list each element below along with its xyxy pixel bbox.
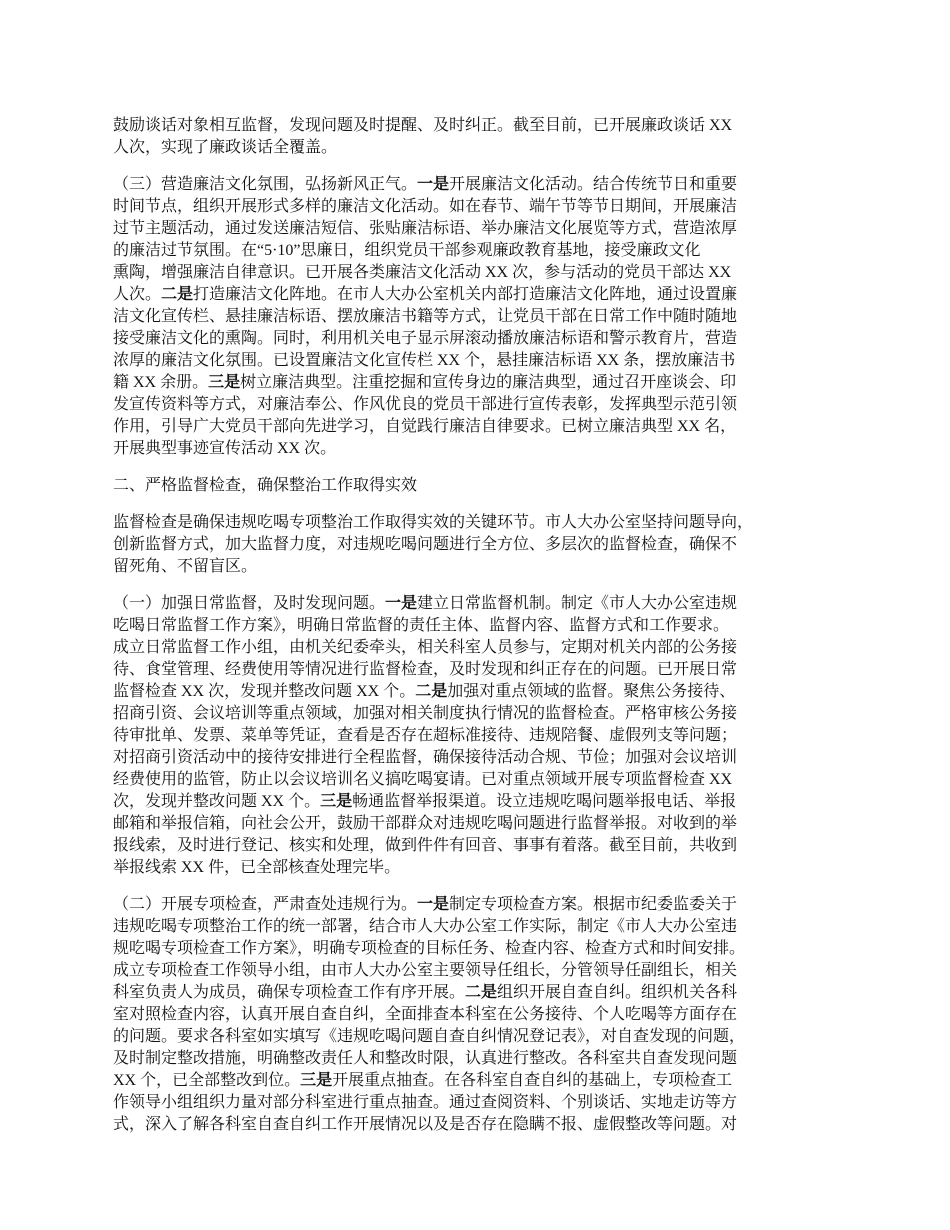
text-run: 邮箱和举报信箱，向社会公开，鼓励干部群众对违规吃喝问题进行监督举报。对收到的举	[113, 815, 738, 832]
bold-run: 二是	[161, 286, 194, 303]
text-run: 的问题。要求各科室如实填写《违规吃喝问题自查自纠情况登记表》，对自查发现的问题，	[113, 1028, 746, 1045]
text-run: 开展廉洁文化活动。结合传统节日和重要	[449, 176, 738, 193]
bold-run: 一是	[385, 595, 418, 612]
text-run: 制定专项检查方案。根据市纪委监委关于	[449, 896, 738, 913]
text-line	[113, 1004, 853, 1026]
text-line	[113, 137, 853, 159]
bold-run: 三是	[300, 1072, 333, 1089]
text-line	[113, 240, 853, 262]
bold-run: 三是	[320, 793, 353, 810]
text-line	[113, 593, 853, 615]
text-run: 式，深入了解各科室自查自纠工作开展情况以及是否存在隐瞒不报、虚假整改等问题。对	[113, 1116, 738, 1133]
bold-run: 一是	[417, 176, 450, 193]
text-run: 留死角、不留盲区。	[113, 558, 258, 575]
text-line	[113, 1092, 853, 1114]
text-run: 时间节点，组织开展形式多样的廉洁文化活动。如在春节、端午节等节日期间，开展廉洁	[113, 198, 738, 215]
bold-run: 三是	[208, 374, 241, 391]
text-line	[113, 703, 853, 725]
text-run: 作用，引导广大党员干部向先进学习，自觉践行廉洁自律要求。已树立廉洁典型 XX 名，	[113, 418, 737, 435]
text-run: 的廉洁过节氛围。在“5·10”思廉日，组织党员干部参观廉政教育基地，接受廉政文化	[113, 242, 701, 259]
text-run: 待、食堂管理、经费使用等情况进行监督检查，及时发现和纠正存在的问题。已开展日常	[113, 661, 738, 678]
text-line	[113, 938, 853, 960]
section-heading	[113, 475, 853, 497]
text-line	[113, 218, 853, 240]
text-run: （三）营造廉洁文化氛围，弘扬新风正气。	[113, 176, 418, 193]
text-run: 规吃喝专项检查工作方案》，明确专项检查的目标任务、检查内容、检查方式和时间安排。	[113, 940, 746, 957]
text-line	[113, 1026, 853, 1048]
text-line	[113, 174, 853, 196]
bold-run: 二是	[465, 984, 498, 1001]
text-line	[113, 262, 853, 284]
text-line	[113, 115, 853, 137]
text-run: 及时制定整改措施，明确整改责任人和整改时限，认真进行整改。各科室共自查发现问题	[113, 1050, 738, 1067]
text-run: 树立廉洁典型。注重挖掘和宣传身边的廉洁典型，通过召开座谈会、印	[240, 374, 737, 391]
text-run: 成立日常监督工作小组，由机关纪委牵头，相关科室人员参与，定期对机关内部的公务接	[113, 639, 738, 656]
text-run: 人次。	[113, 286, 162, 303]
text-line	[113, 350, 853, 372]
text-line	[113, 328, 853, 350]
text-line	[113, 1114, 853, 1136]
text-line	[113, 813, 853, 835]
text-line	[113, 394, 853, 416]
text-run: 畅通监督举报渠道。设立违规吃喝问题举报电话、举报	[352, 793, 737, 810]
text-run: 对招商引资活动中的接待安排进行全程监督，确保接待活动合规、节俭；加强对会议培训	[113, 749, 738, 766]
text-line	[113, 769, 853, 791]
text-line	[113, 416, 853, 438]
text-line	[113, 534, 853, 556]
text-line	[113, 659, 853, 681]
text-line	[113, 681, 853, 703]
text-run: 二、严格监督检查，确保整治工作取得实效	[113, 477, 418, 494]
text-run: 举报线索 XX 件，已全部核查处理完毕。	[113, 859, 401, 876]
text-run: 打造廉洁文化阵地。在市人大办公室机关内部打造廉洁文化阵地，通过设置廉	[193, 286, 738, 303]
text-run: 报线索，及时进行登记、核实和处理，做到件件有回音、事事有着落。截至目前，共收到	[113, 837, 738, 854]
text-run: 鼓励谈话对象相互监督，发现问题及时提醒、及时纠正。截至目前，已开展廉政谈话 XX	[113, 117, 733, 134]
text-line	[113, 372, 853, 394]
document-page	[113, 115, 853, 1151]
text-run: 作领导小组组织力量对部分科室进行重点抽查。通过查阅资料、个别谈话、实地走访等方	[113, 1094, 738, 1111]
text-line	[113, 1070, 853, 1092]
text-run: 浓厚的廉洁文化氛围。已设置廉洁文化宣传栏 XX 个，悬挂廉洁标语 XX 条，摆放廉洁书	[113, 352, 736, 369]
text-run: 次，发现并整改问题 XX 个。	[113, 793, 321, 810]
text-run: （二）开展专项检查，严肃查处违规行为。	[113, 896, 418, 913]
text-line	[113, 556, 853, 578]
text-run: XX 个，已全部整改到位。	[113, 1072, 301, 1089]
text-line	[113, 615, 853, 637]
text-run: 创新监督方式，加大监督力度，对违规吃喝问题进行全方位、多层次的监督检查，确保不	[113, 536, 738, 553]
text-run: 过节主题活动，通过发送廉洁短信、张贴廉洁标语、举办廉洁文化展览等方式，营造浓厚	[113, 220, 738, 237]
text-line	[113, 306, 853, 328]
paragraph	[113, 894, 853, 1136]
text-line	[113, 894, 853, 916]
text-line	[113, 512, 853, 534]
text-line	[113, 835, 853, 857]
text-line	[113, 982, 853, 1004]
text-run: （一）加强日常监督，及时发现问题。	[113, 595, 386, 612]
paragraph	[113, 593, 853, 879]
text-line	[113, 438, 853, 460]
text-run: 室对照检查内容，认真开展自查自纠，全面排查本科室在公务接待、个人吃喝等方面存在	[113, 1006, 738, 1023]
text-line	[113, 196, 853, 218]
text-run: 监督检查 XX 次，发现并整改问题 XX 个。	[113, 683, 416, 700]
text-run: 违规吃喝专项整治工作的统一部署，结合市人大办公室工作实际，制定《市人大办公室违	[113, 918, 738, 935]
text-run: 开展典型事迹宣传活动 XX 次。	[113, 440, 337, 457]
text-line	[113, 475, 853, 497]
paragraph	[113, 115, 853, 159]
bold-run: 二是	[415, 683, 448, 700]
text-run: 发宣传资料等方式，对廉洁奉公、作风优良的党员干部进行宣传表彰，发挥典型示范引领	[113, 396, 738, 413]
text-line	[113, 284, 853, 306]
text-run: 加强对重点领域的监督。聚焦公务接待、	[447, 683, 736, 700]
text-run: 科室负责人为成员，确保专项检查工作有序开展。	[113, 984, 466, 1001]
bold-run: 一是	[417, 896, 450, 913]
text-line	[113, 637, 853, 659]
text-run: 建立日常监督机制。制定《市人大办公室违规	[417, 595, 738, 612]
text-run: 待审批单、发票、菜单等凭证，查看是否存在超标准接待、违规陪餐、虚假列支等问题；	[113, 727, 738, 744]
text-run: 监督检查是确保违规吃喝专项整治工作取得实效的关键环节。市人大办公室坚持问题导向，	[113, 514, 754, 531]
text-run: 招商引资、会议培训等重点领域，加强对相关制度执行情况的监督检查。严格审核公务接	[113, 705, 738, 722]
text-line	[113, 857, 853, 879]
paragraph	[113, 512, 853, 578]
text-run: 人次，实现了廉政谈话全覆盖。	[113, 139, 338, 156]
text-run: 吃喝日常监督工作方案》，明确日常监督的责任主体、监督内容、监督方式和工作要求。	[113, 617, 730, 634]
text-run: 接受廉洁文化的熏陶。同时，利用机关电子显示屏滚动播放廉洁标语和警示教育片，营造	[113, 330, 738, 347]
text-line	[113, 747, 853, 769]
text-run: 开展重点抽查。在各科室自查自纠的基础上，专项检查工	[332, 1072, 733, 1089]
text-run: 籍 XX 余册。	[113, 374, 209, 391]
text-line	[113, 1048, 853, 1070]
text-run: 熏陶，增强廉洁自律意识。已开展各类廉洁文化活动 XX 次，参与活动的党员干部达 XX	[113, 264, 732, 281]
text-line	[113, 916, 853, 938]
text-line	[113, 725, 853, 747]
text-run: 经费使用的监管，防止以会议培训名义搞吃喝宴请。已对重点领域开展专项监督检查 XX	[113, 771, 733, 788]
text-line	[113, 960, 853, 982]
text-run: 组织开展自查自纠。组织机关各科	[497, 984, 738, 1001]
text-line	[113, 791, 853, 813]
paragraph	[113, 174, 853, 460]
text-run: 成立专项检查工作领导小组，由市人大办公室主要领导任组长，分管领导任副组长，相关	[113, 962, 738, 979]
text-run: 洁文化宣传栏、悬挂廉洁标语、摆放廉洁书籍等方式，让党员干部在日常工作中随时随地	[113, 308, 738, 325]
